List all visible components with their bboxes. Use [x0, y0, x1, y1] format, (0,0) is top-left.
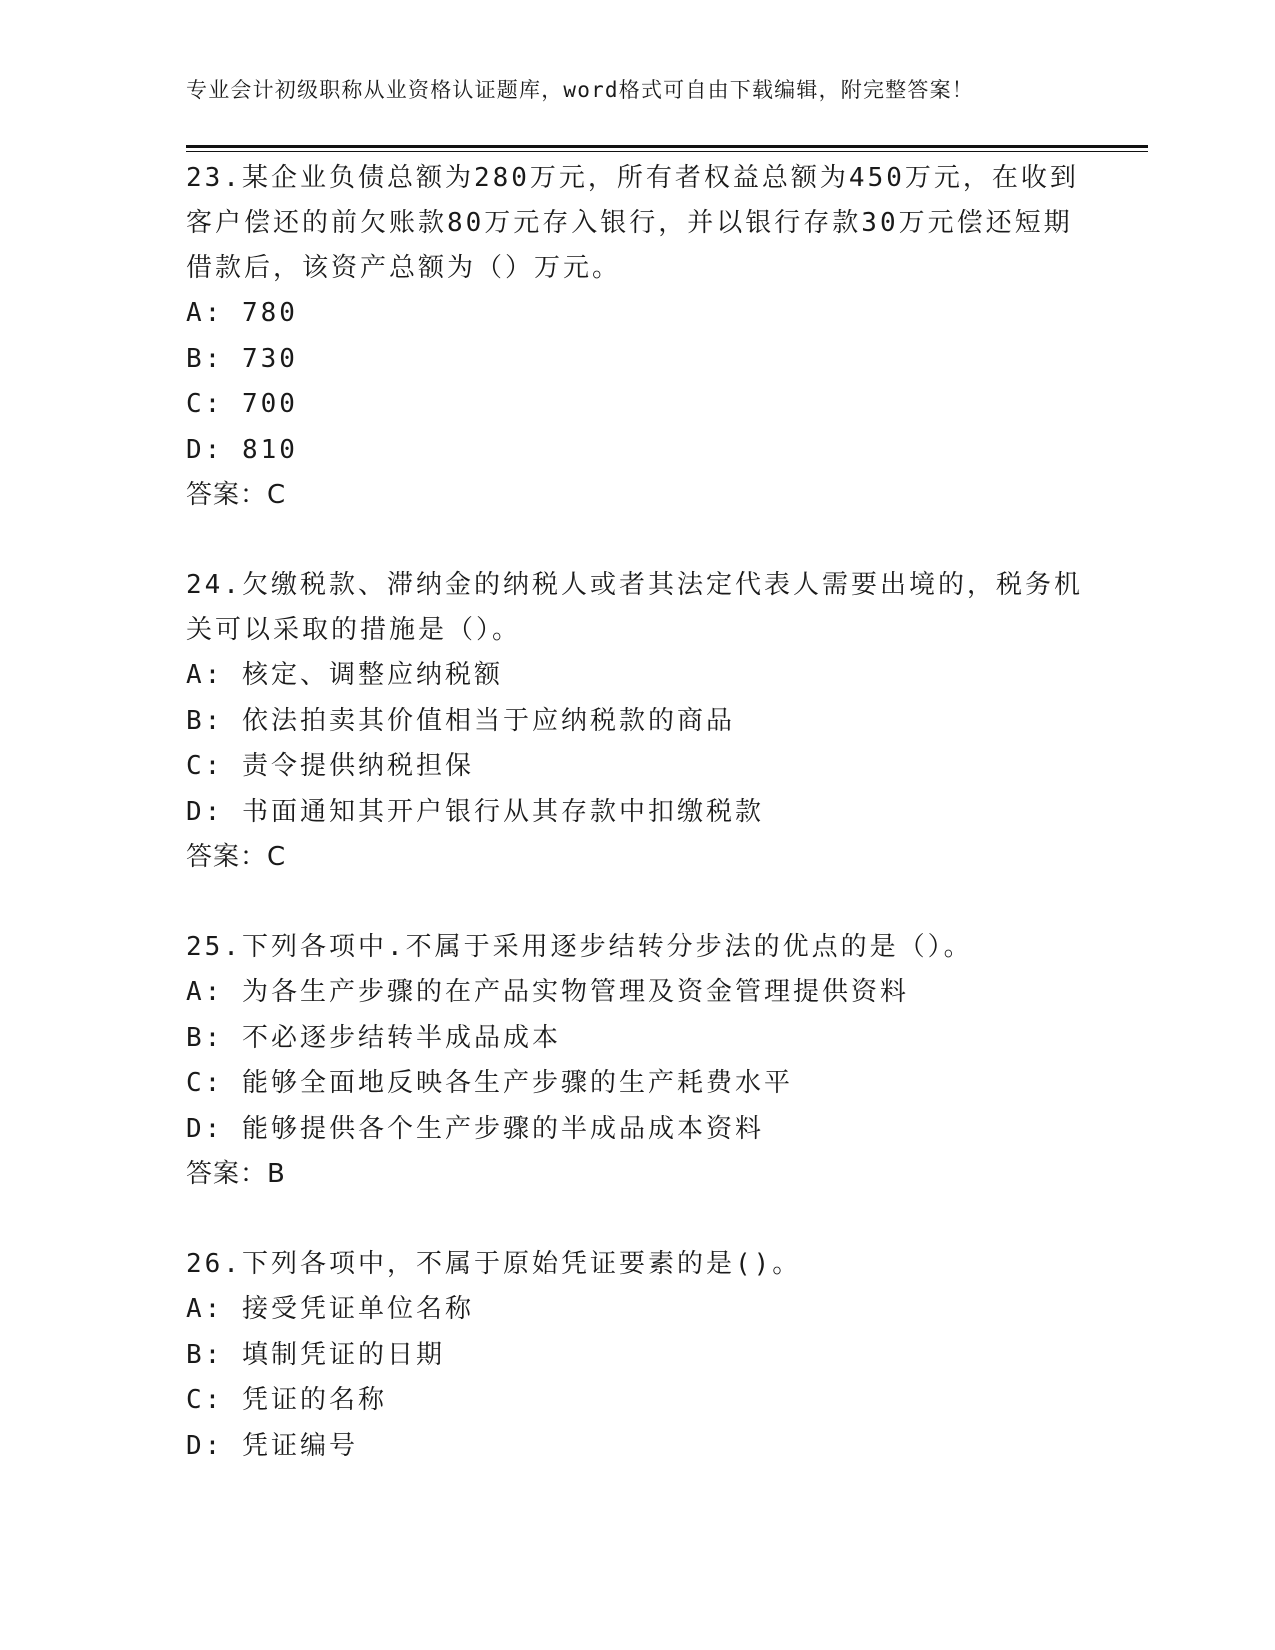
answer: 答案：C — [186, 480, 287, 510]
option-b: B: 不必逐步结转半成品成本 — [186, 1022, 561, 1053]
answer: 答案：C — [186, 842, 287, 872]
option-a: A: 780 — [186, 298, 298, 328]
question-23 — [186, 156, 1086, 518]
option-c: C: 责令提供纳税担保 — [186, 751, 474, 781]
question-25 — [186, 925, 1086, 1197]
option-d: D: 凭证编号 — [186, 1430, 358, 1461]
question-26 — [186, 1242, 1086, 1469]
question-text: 24.欠缴税款、滞纳金的纳税人或者其法定代表人需要出境的，税务机关可以采取的措施是（）。 — [186, 570, 1083, 645]
question-text: 23.某企业负债总额为280万元，所有者权益总额为450万元，在收到客户偿还的前欠账款80万元存入银行，并以银行存款30万元偿还短期借款后，该资产总额为（）万元。 — [186, 163, 1079, 283]
question-text: 25.下列各项中.不属于采用逐步结转分步法的优点的是（）。 — [186, 932, 973, 962]
option-d: D: 能够提供各个生产步骤的半成品成本资料 — [186, 1113, 764, 1144]
question-text: 26.下列各项中，不属于原始凭证要素的是()。 — [186, 1249, 802, 1279]
answer: 答案：B — [186, 1159, 286, 1189]
option-d: D: 书面通知其开户银行从其存款中扣缴税款 — [186, 796, 764, 827]
page-header: 专业会计初级职称从业资格认证题库，word格式可自由下载编辑，附完整答案！ — [186, 78, 974, 102]
option-c: C: 凭证的名称 — [186, 1385, 387, 1415]
option-d: D: 810 — [186, 434, 298, 465]
option-b: B: 依法拍卖其价值相当于应纳税款的商品 — [186, 705, 735, 736]
option-c: C: 700 — [186, 389, 298, 419]
header-rule-thin — [186, 151, 1148, 152]
option-b: B: 填制凭证的日期 — [186, 1339, 445, 1370]
option-a: A: 接受凭证单位名称 — [186, 1294, 474, 1324]
option-b: B: 730 — [186, 343, 298, 374]
question-24 — [186, 563, 1086, 880]
question-list — [186, 156, 1086, 1514]
header-rule — [186, 145, 1148, 148]
option-c: C: 能够全面地反映各生产步骤的生产耗费水平 — [186, 1068, 793, 1098]
option-a: A: 核定、调整应纳税额 — [186, 660, 503, 690]
option-a: A: 为各生产步骤的在产品实物管理及资金管理提供资料 — [186, 977, 909, 1007]
